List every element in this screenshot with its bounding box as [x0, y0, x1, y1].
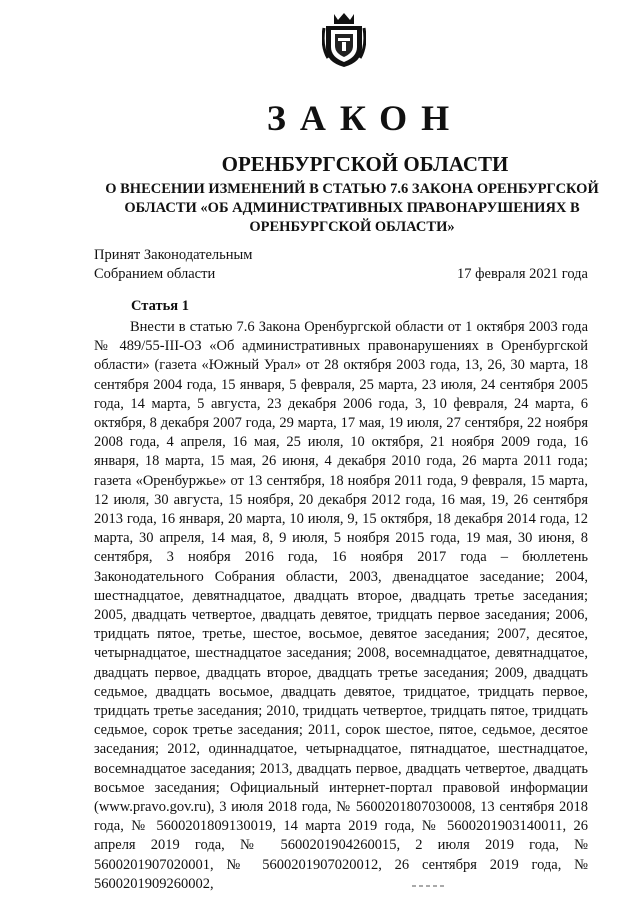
- scan-mark: [412, 884, 446, 888]
- adopted-line-2: Собранием области: [94, 266, 216, 282]
- adopted-line-1: Принят Законодательным: [94, 247, 253, 263]
- adopted-by: [94, 246, 252, 284]
- article-body: Внести в статью 7.6 Закона Оренбургской области от 1 октября 2003 года № 489/55-III-ОЗ «Об административных правонарушениях в Оренбургской области» (газета «Южный Урал» от 28 октября 2003 года, 13, 26, 30 марта, 18 сентября 2004 года, 15 января, 5 февраля, 25 марта, 23 июля, 24 сентября 2005 года, 14 марта, 5 августа, 23 декабря 2006 года, 3, 10 февраля, 24 марта, 6 октября, 8 декабря 2007 года, 29 марта, 17 мая, 19 июля, 27 сентября, 22 ноября 2008 года, 4 апреля, 16 мая, 25 июля, 10 октября, 21 ноября 2009 года, 16 января, 18 марта, 15 мая, 26 июня, 4 декабря 2010 года, 26 марта 2011 года; газета «Оренбуржье» от 13 сентября, 18 ноября 2011 года, 9 февраля, 15 марта, 12 июля, 30 августа, 15 ноября, 20 декабря 2012 года, 16 мая, 19, 26 сентября 2013 года, 16 января, 20 марта, 10 июля, 9, 15 октября, 18 декабря 2014 года, 12 марта, 30 апреля, 14 мая, 8, 9 июля, 5 ноября 2015 года, 19 мая, 30 июня, 8 сентября, 3 ноября 2016 года, 16 ноября 2017 года – бюллетень Законодательного Собрания области, 2003, двенадцатое заседание; 2004, шестнадцатое, девятнадцатое, двадцать второе, двадцать третье заседания; 2005, двадцать четвертое, двадцать девятое, тридцать первое заседания; 2006, тридцать пятое, третье, шестое, восьмое, девятое заседания; 2007, десятое, четырнадцатое, шестнадцатое заседания; 2008, восемнадцатое, девятнадцатое, двадцать первое, двадцать второе, двадцать третье заседания; 2009, двадцать седьмое, двадцать восьмое, двадцать девятое, тридцатое, тридцать первое, тридцать третье заседания; 2010, тридцать четвертое, тридцать пятое, тридцать седьмое, сорок третье заседания; 2011, сорок шестое, пятое, седьмое, десятое заседания; 2012, одиннадцатое, четырнадцатое, пятнадцатое, шестнадцатое, восемнадцатое заседания; 2013, двадцать первое, двадцать четвертое, двадцать восьмое заседания; Официальный интернет-портал правовой информации (www.pravo.gov.ru), 3 июля 2018 года, № 5600201807030008, 13 сентября 2018 года, № 5600201809130019, 14 марта 2019 года, № 5600201903140011, 26 апреля 2019 года, № 5600201904260015, 2 июля 2019 года, № 5600201907020001, № 5600201907020012, 26 сентября 2019 года, № 5600201909260002,: [94, 319, 588, 892]
- document-title: ЗАКОН: [266, 98, 464, 138]
- coat-of-arms-icon: [322, 12, 366, 68]
- article-heading: Статья 1: [131, 298, 189, 314]
- region-title: ОРЕНБУРГСКОЙ ОБЛАСТИ: [221, 152, 509, 176]
- adopted-date: 17 февраля 2021 года: [456, 266, 588, 282]
- law-subtitle: О ВНЕСЕНИИ ИЗМЕНЕНИЙ В СТАТЬЮ 7.6 ЗАКОНА ОРЕНБУРГСКОЙ ОБЛАСТИ «ОБ АДМИНИСТРАТИВНЫХ ПРАВОНАРУШЕНИЯХ В ОРЕНБУРГСКОЙ ОБЛАСТИ»: [105, 181, 599, 235]
